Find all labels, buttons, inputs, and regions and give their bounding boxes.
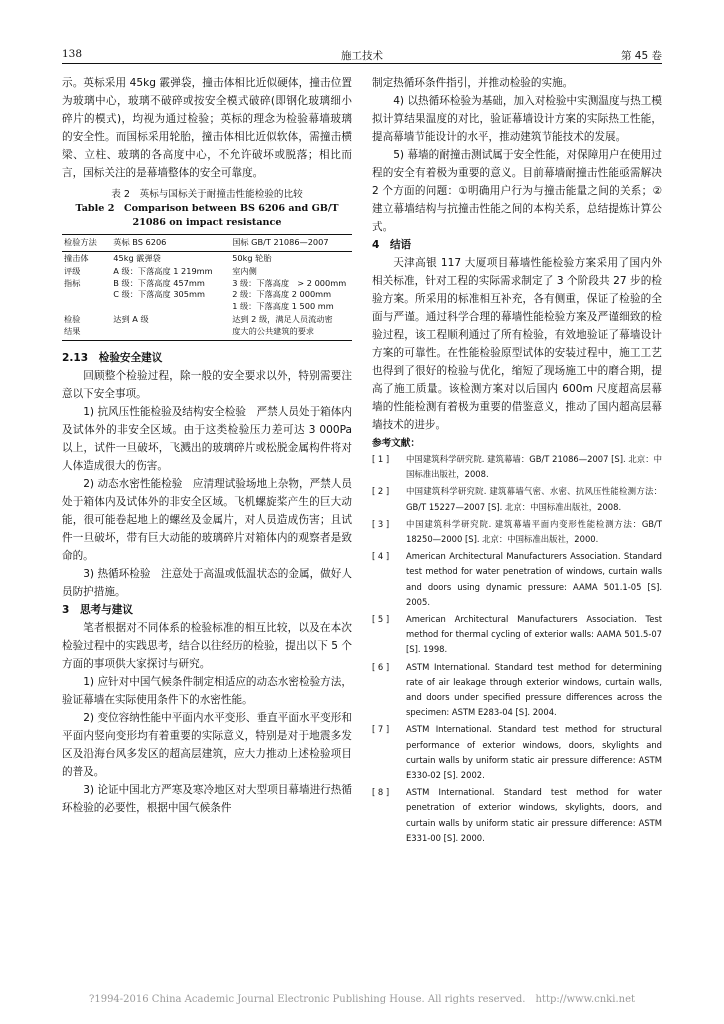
table-cell-label: 评级 指标 [64,266,81,288]
volume-label: 第 45 卷 [620,50,662,62]
reference-list [372,452,662,846]
body-paragraph: 笔者根据对不同体系的检验标准的相互比较，以及在本次检验过程中的实践思考，结合以往经历的检验，提出以下 5 个方面的事项供大家探讨与研究。 [62,622,352,670]
table-row [62,313,352,341]
page-number: 138 [62,48,83,60]
table-row [62,265,352,313]
table-cell-bs: 达到 A 级 [111,313,230,341]
table-header-gb: 国标 GB/T 21086—2007 [230,235,352,252]
table-cell-gb: 50kg 轮胎 [232,252,272,263]
table-cell-label: 检验 结果 [62,313,111,341]
body-paragraph: 制定热循环条件指引，并推动检验的实施。 [372,77,574,89]
table-cell-gb: 达到 2 级，满足人员流动密 度大的公共建筑的要求 [230,313,352,341]
comparison-table [62,234,352,341]
body-paragraph: 1) 应针对中国气候条件制定相适应的动态水密检验方法，验证幕墙在实际使用条件下的水密性能。 [62,676,352,706]
body-paragraph: 2) 变位容纳性能中平面内水平变形、垂直平面水平变形和平面内竖向变形均有着重要的实际意义，特别是对于地震多发区及沿海台风多发区的超高层建筑，应大力推动上述检验项目的普及。 [62,712,352,778]
conclusion-paragraph: 天津高银 117 大厦项目幕墙性能检验方案采用了国内外相关标准，针对工程的实际需求制定了 3 个阶段共 27 步的检验方案。所采用的标准相互补充，各有侧重，保证了检验的全面与严谨。通过科学合理的幕墙性能检验方案及严谨细致的检验过程，该工程顺利通过了所有检验，有效地验证了幕墙设计方案的可靠性。在性能检验原型试体的安装过程中，施工工艺也得到了很好的检验与优化，缩短了现场施工中的磨合期，提高了施工质量。该检测方案对以后国内 600m 尺度超高层幕墙的性能检测有着极为重要的借鉴意义，推动了国内超高层幕墙技术的进步。 [372,257,662,431]
table-cell-bs: A 级：下落高度 1 219mm B 级：下落高度 457mm C 级：下落高度 305mm [113,266,213,299]
left-column [62,74,352,817]
body-paragraph: 3) 热循环检验 注意处于高温或低温状态的金属，做好人员防护措施。 [62,568,352,598]
references-title: 参考文献： [372,438,420,449]
right-column [372,74,662,848]
page-header [62,44,662,64]
reference-item: [ 7 ] ASTM International. Standard test method for structural performance of exterior windows, doors, skylights and curtain walls by uniform static air pressure difference: ASTM E330-02 [S]. 2002. [372,724,662,781]
section-heading-4: 4 结语 [372,239,412,251]
table-header-method: 检验方法 [62,235,111,252]
reference-item: [ 8 ] ASTM International. Standard test method for water penetration of exterior windows, skylights, doors, and curtain walls by uniform static air pressure difference: ASTM E331-00 [S]. 2000. [372,787,662,843]
section-heading-3: 3 思考与建议 [62,604,133,616]
table-cell-gb: 室内侧 3 级：下落高度 > 2 000mm 2 级：下落高度 2 000mm 1 级：下落高度 1 500 mm [232,266,347,311]
header-rule [62,63,662,64]
table-cell-label: 撞击体 [64,252,89,263]
reference-item: [ 4 ] American Architectural Manufacturers Association. Standard test method for water penetration of windows, curtain walls and doors using dynamic pressure: AAMA 501.1-05 [S]. 2005. [372,551,662,607]
reference-item: [ 3 ] 中国建筑科学研究院. 建筑幕墙平面内变形性能检测方法：GB/T 18250—2000 [S]. 北京：中国标准出版社，2000. [372,518,662,545]
body-paragraph: 4) 以热循环检验为基础，加入对检验中实测温度与热工模拟计算结果温度的对比，验证幕墙设计方案的实际热工性能，提高幕墙节能设计的水平，推动建筑节能技术的发展。 [372,95,662,143]
body-paragraph: 1) 抗风压性能检验及结构安全检验 严禁人员处于箱体内及试体外的非安全区域。由于这类检验压力差可达 3 000Pa 以上，试件一旦破坏，飞溅出的玻璃碎片或松脱金属构件将对人体造成很大的伤害。 [62,406,352,472]
table-header-bs: 英标 BS 6206 [111,235,230,252]
reference-item: [ 6 ] ASTM International. Standard test method for determining rate of air leakage through exterior windows, curtain walls, and doors under specified pressure differences across the specimen: ASTM E283-04 [S]. 2004. [372,661,662,718]
table-caption-en: Table 2 Comparison between BS 6206 and GB/T 21086 on impact resistance [75,203,339,228]
journal-title: 施工技术 [341,50,383,62]
intro-paragraph: 示。英标采用 45kg 霰弹袋，撞击体相比近似硬体，撞击位置为玻璃中心，玻璃不破碎或按安全模式破碎(即钢化玻璃细小碎片的模式)，均视为通过检验；英标的理念为检验幕墙玻璃的安全性。而国标采用轮胎，撞击体相比近似软体，需撞击横梁、立柱、玻璃的各高度中心，不允许破坏或脱落；相比而言，国标关注的是幕墙整体的安全可靠度。 [62,77,352,179]
body-paragraph: 回顾整个检验过程，除一般的安全要求以外，特别需要注意以下安全事项。 [62,370,352,400]
table-row [62,251,352,265]
body-paragraph: 2) 动态水密性能检验 应清理试验场地上杂物，严禁人员处于箱体内及试体外的非安全区域。飞机螺旋桨产生的巨大动能，很可能卷起地上的螺丝及金属片，对人员造成伤害；且试件一旦破坏，带有巨大动能的玻璃碎片对箱体内的观察者是致命的。 [62,478,352,562]
copyright-footer: ?1994-2016 China Academic Journal Electronic Publishing House. All rights reserved. http://www.cnki.net [88,994,635,1005]
table-cell-bs: 45kg 霰弹袋 [113,252,161,263]
section-heading-2-13: 2.13 检验安全建议 [62,352,163,364]
body-paragraph: 5) 幕墙的耐撞击测试属于安全性能，对保障用户在使用过程的安全有着极为重要的意义。目前幕墙耐撞击性能亟需解决 2 个方面的问题：①明确用户行为与撞击能量之间的关系；②建立幕墙结构与抗撞击性能之间的本构关系，总结提炼计算公式。 [372,149,662,233]
table-caption-cn: 表 2 英标与国标关于耐撞击性能检验的比较 [111,189,303,200]
reference-item: [ 5 ] American Architectural Manufacturers Association. Test method for thermal cycling of exterior walls: AAMA 501.5-07 [S]. 1998. [372,614,662,655]
body-paragraph: 3) 论证中国北方严寒及寒冷地区对大型项目幕墙进行热循环检验的必要性，根据中国气候条件 [62,784,352,814]
reference-item: [ 2 ] 中国建筑科学研究院. 建筑幕墙气密、水密、抗风压性能检测方法：GB/T 15227—2007 [S]. 北京：中国标准出版社，2008. [372,486,662,512]
reference-item: [ 1 ] 中国建筑科学研究院. 建筑幕墙：GB/T 21086—2007 [S]. 北京：中国标准出版社，2008. [372,454,662,480]
